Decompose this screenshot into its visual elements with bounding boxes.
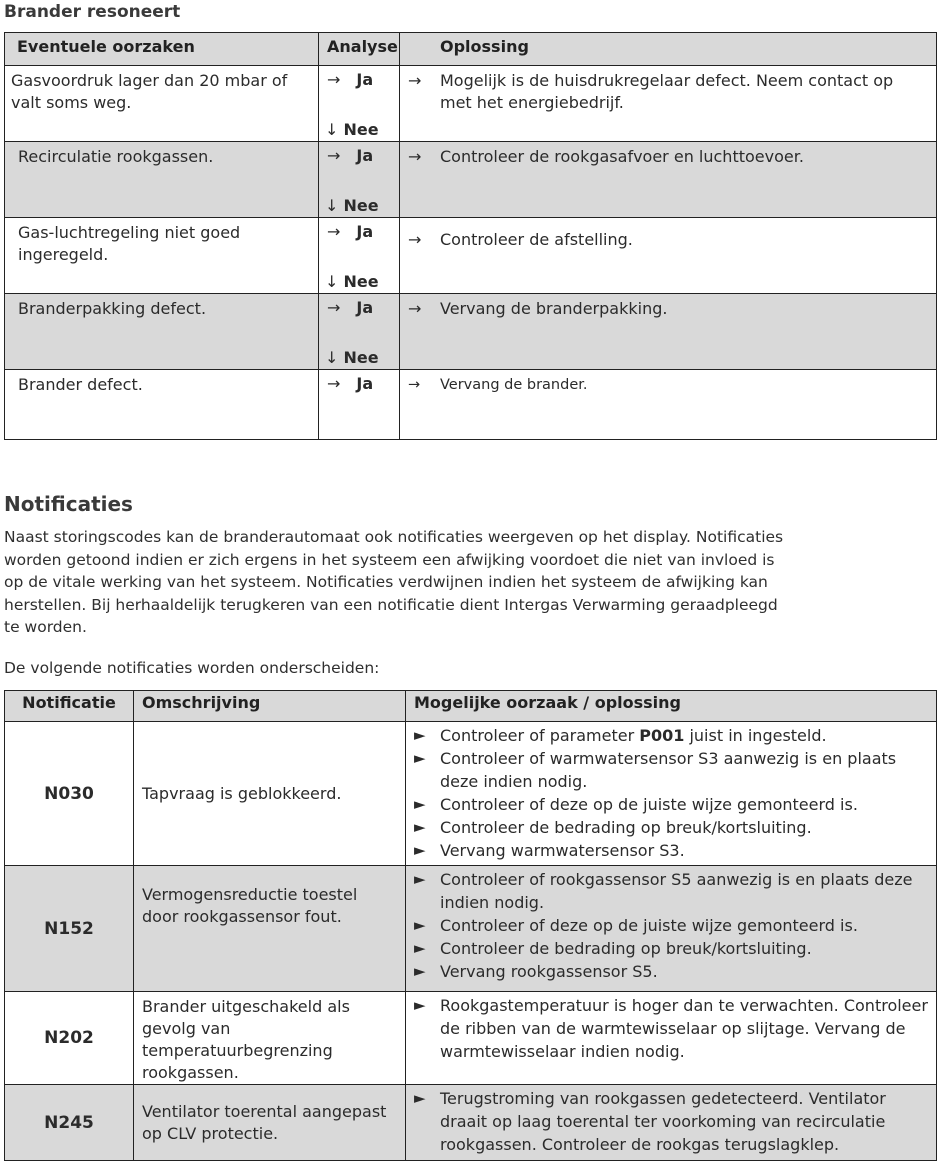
arrow-down-icon: ↓ bbox=[325, 120, 339, 139]
notification-description: Brander uitgeschakeld als gevolg van temperatuurbegrenzing rookgassen. bbox=[134, 992, 406, 1085]
table-header-row bbox=[5, 33, 937, 66]
list-item: ► Controleer de bedrading op breuk/kortsluiting. bbox=[414, 818, 812, 837]
solution-cell bbox=[400, 142, 937, 218]
solution-text: Controleer de afstelling. bbox=[440, 230, 633, 249]
table-row bbox=[5, 218, 937, 294]
arrow-right-icon: → bbox=[408, 147, 422, 166]
cause-cell: Brander defect. bbox=[5, 370, 319, 440]
solution-list-cell bbox=[406, 866, 937, 992]
yes-label: → Ja bbox=[327, 70, 374, 89]
cause-cell: Gas-luchtregeling niet goed ingeregeld. bbox=[5, 218, 319, 294]
bullet-triangle-icon: ► bbox=[414, 818, 426, 836]
yes-label: → Ja bbox=[327, 146, 374, 165]
intro-paragraph: Naast storingscodes kan de branderautomaat ook notificaties weergeven op het display. Notificaties worden getoond indien er zich ergens in het systeem een afwijking voordoet die niet van invloed is op de vitale werking van het systeem. Notificaties verdwijnen indien het systeem de afwijking kan herstellen. Bij herhaaldelijk terugkeren van een notificatie dient Intergas Verwarming geraadpleegd te worden. bbox=[4, 528, 784, 637]
notification-code: N245 bbox=[5, 1085, 134, 1161]
solution-cell bbox=[400, 66, 937, 142]
table-row bbox=[5, 294, 937, 370]
yes-label: → Ja bbox=[327, 374, 374, 393]
bullet-triangle-icon: ► bbox=[414, 996, 426, 1014]
table-row bbox=[5, 1085, 937, 1161]
arrow-right-icon: → bbox=[327, 70, 341, 89]
list-item: ► Controleer of rookgassensor S5 aanwezig is en plaats deze indien nodig. bbox=[414, 870, 913, 912]
intro-subline: De volgende notificaties worden onderscheiden: bbox=[4, 659, 380, 677]
no-label: ↓ Nee bbox=[325, 348, 379, 367]
no-label: ↓ Nee bbox=[325, 120, 379, 139]
bullet-triangle-icon: ► bbox=[414, 1089, 426, 1107]
analysis-cell bbox=[319, 370, 400, 440]
analysis-cell bbox=[319, 142, 400, 218]
bullet-triangle-icon: ► bbox=[414, 939, 426, 957]
bullet-triangle-icon: ► bbox=[414, 870, 426, 888]
troubleshooting-table bbox=[4, 32, 937, 440]
solution-list-cell bbox=[406, 992, 937, 1085]
solution-cell bbox=[400, 218, 937, 294]
solution-list bbox=[414, 868, 928, 983]
analysis-cell bbox=[319, 66, 400, 142]
table-row bbox=[5, 66, 937, 142]
column-header-notification: Notificatie bbox=[5, 691, 134, 722]
table-row bbox=[5, 142, 937, 218]
bullet-triangle-icon: ► bbox=[414, 795, 426, 813]
solution-list bbox=[414, 724, 928, 862]
arrow-down-icon: ↓ bbox=[325, 196, 339, 215]
solution-list bbox=[414, 994, 928, 1063]
list-item: ► Controleer of deze op de juiste wijze gemonteerd is. bbox=[414, 795, 858, 814]
cause-cell: Recirculatie rookgassen. bbox=[5, 142, 319, 218]
table-row bbox=[5, 992, 937, 1085]
notification-description: Tapvraag is geblokkeerd. bbox=[134, 722, 406, 866]
notifications-table bbox=[4, 690, 937, 1161]
cause-cell: Gasvoordruk lager dan 20 mbar of valt soms weg. bbox=[5, 66, 319, 142]
notification-description: Vermogensreductie toestel door rookgassensor fout. bbox=[134, 866, 406, 992]
list-item: ► Vervang rookgassensor S5. bbox=[414, 962, 658, 981]
column-header-analysis: Analyse bbox=[319, 33, 400, 66]
solution-text: Vervang de branderpakking. bbox=[440, 299, 668, 318]
cause-cell: Branderpakking defect. bbox=[5, 294, 319, 370]
bullet-triangle-icon: ► bbox=[414, 962, 426, 980]
bullet-triangle-icon: ► bbox=[414, 841, 426, 859]
list-item: ► Controleer of deze op de juiste wijze gemonteerd is. bbox=[414, 916, 858, 935]
no-label: ↓ Nee bbox=[325, 272, 379, 291]
bullet-triangle-icon: ► bbox=[414, 726, 426, 744]
solution-cell bbox=[400, 370, 937, 440]
list-item: ► Controleer de bedrading op breuk/kortsluiting. bbox=[414, 939, 812, 958]
arrow-right-icon: → bbox=[327, 222, 341, 241]
list-item: ► Controleer of warmwatersensor S3 aanwezig is en plaats deze indien nodig. bbox=[414, 749, 897, 791]
solution-list-cell bbox=[406, 1085, 937, 1161]
solution-cell bbox=[400, 294, 937, 370]
arrow-down-icon: ↓ bbox=[325, 348, 339, 367]
yes-label: → Ja bbox=[327, 222, 374, 241]
table-row bbox=[5, 370, 937, 440]
analysis-cell bbox=[319, 294, 400, 370]
list-item: ► Vervang warmwatersensor S3. bbox=[414, 841, 685, 860]
analysis-cell bbox=[319, 218, 400, 294]
notification-code: N152 bbox=[5, 866, 134, 992]
list-item: ► Rookgastemperatuur is hoger dan te verwachten. Controleer de ribben van de warmtewisselaar op slijtage. Vervang de warmtewisselaar indien nodig. bbox=[414, 996, 928, 1061]
column-header-cause-solution: Mogelijke oorzaak / oplossing bbox=[406, 691, 937, 722]
solution-text: Mogelijk is de huisdrukregelaar defect. Neem contact op met het energiebedrijf. bbox=[440, 71, 894, 112]
table-row bbox=[5, 722, 937, 866]
bullet-triangle-icon: ► bbox=[414, 916, 426, 934]
bullet-triangle-icon: ► bbox=[414, 749, 426, 767]
arrow-right-icon: → bbox=[327, 146, 341, 165]
arrow-right-icon: → bbox=[327, 298, 341, 317]
arrow-right-icon: → bbox=[408, 71, 422, 90]
solution-list-cell bbox=[406, 722, 937, 866]
column-header-causes: Eventuele oorzaken bbox=[5, 33, 319, 66]
solution-list bbox=[414, 1087, 928, 1156]
notification-description: Ventilator toerental aangepast op CLV protectie. bbox=[134, 1085, 406, 1161]
column-header-solution: Oplossing bbox=[400, 33, 937, 66]
solution-text: Vervang de brander. bbox=[440, 377, 588, 393]
solution-text: Controleer de rookgasafvoer en luchttoevoer. bbox=[440, 147, 804, 166]
column-header-description: Omschrijving bbox=[134, 691, 406, 722]
arrow-right-icon: → bbox=[408, 377, 421, 393]
yes-label: → Ja bbox=[327, 298, 374, 317]
table-header-row bbox=[5, 691, 937, 722]
list-item: ► Terugstroming van rookgassen gedetecteerd. Ventilator draait op laag toerental ter voorkoming van recirculatie rookgassen. Controleer de rookgas terugslagklep. bbox=[414, 1089, 886, 1154]
arrow-right-icon: → bbox=[408, 299, 422, 318]
no-label: ↓ Nee bbox=[325, 196, 379, 215]
arrow-down-icon: ↓ bbox=[325, 272, 339, 291]
arrow-right-icon: → bbox=[408, 230, 422, 249]
arrow-right-icon: → bbox=[327, 374, 341, 393]
section-title-brander-resoneert: Brander resoneert bbox=[4, 2, 181, 22]
notification-code: N202 bbox=[5, 992, 134, 1085]
list-item: ► Controleer of parameter P001 juist in ingesteld. bbox=[414, 726, 827, 745]
table-row bbox=[5, 866, 937, 992]
section-title-notificaties: Notificaties bbox=[4, 492, 133, 516]
notification-code: N030 bbox=[5, 722, 134, 866]
